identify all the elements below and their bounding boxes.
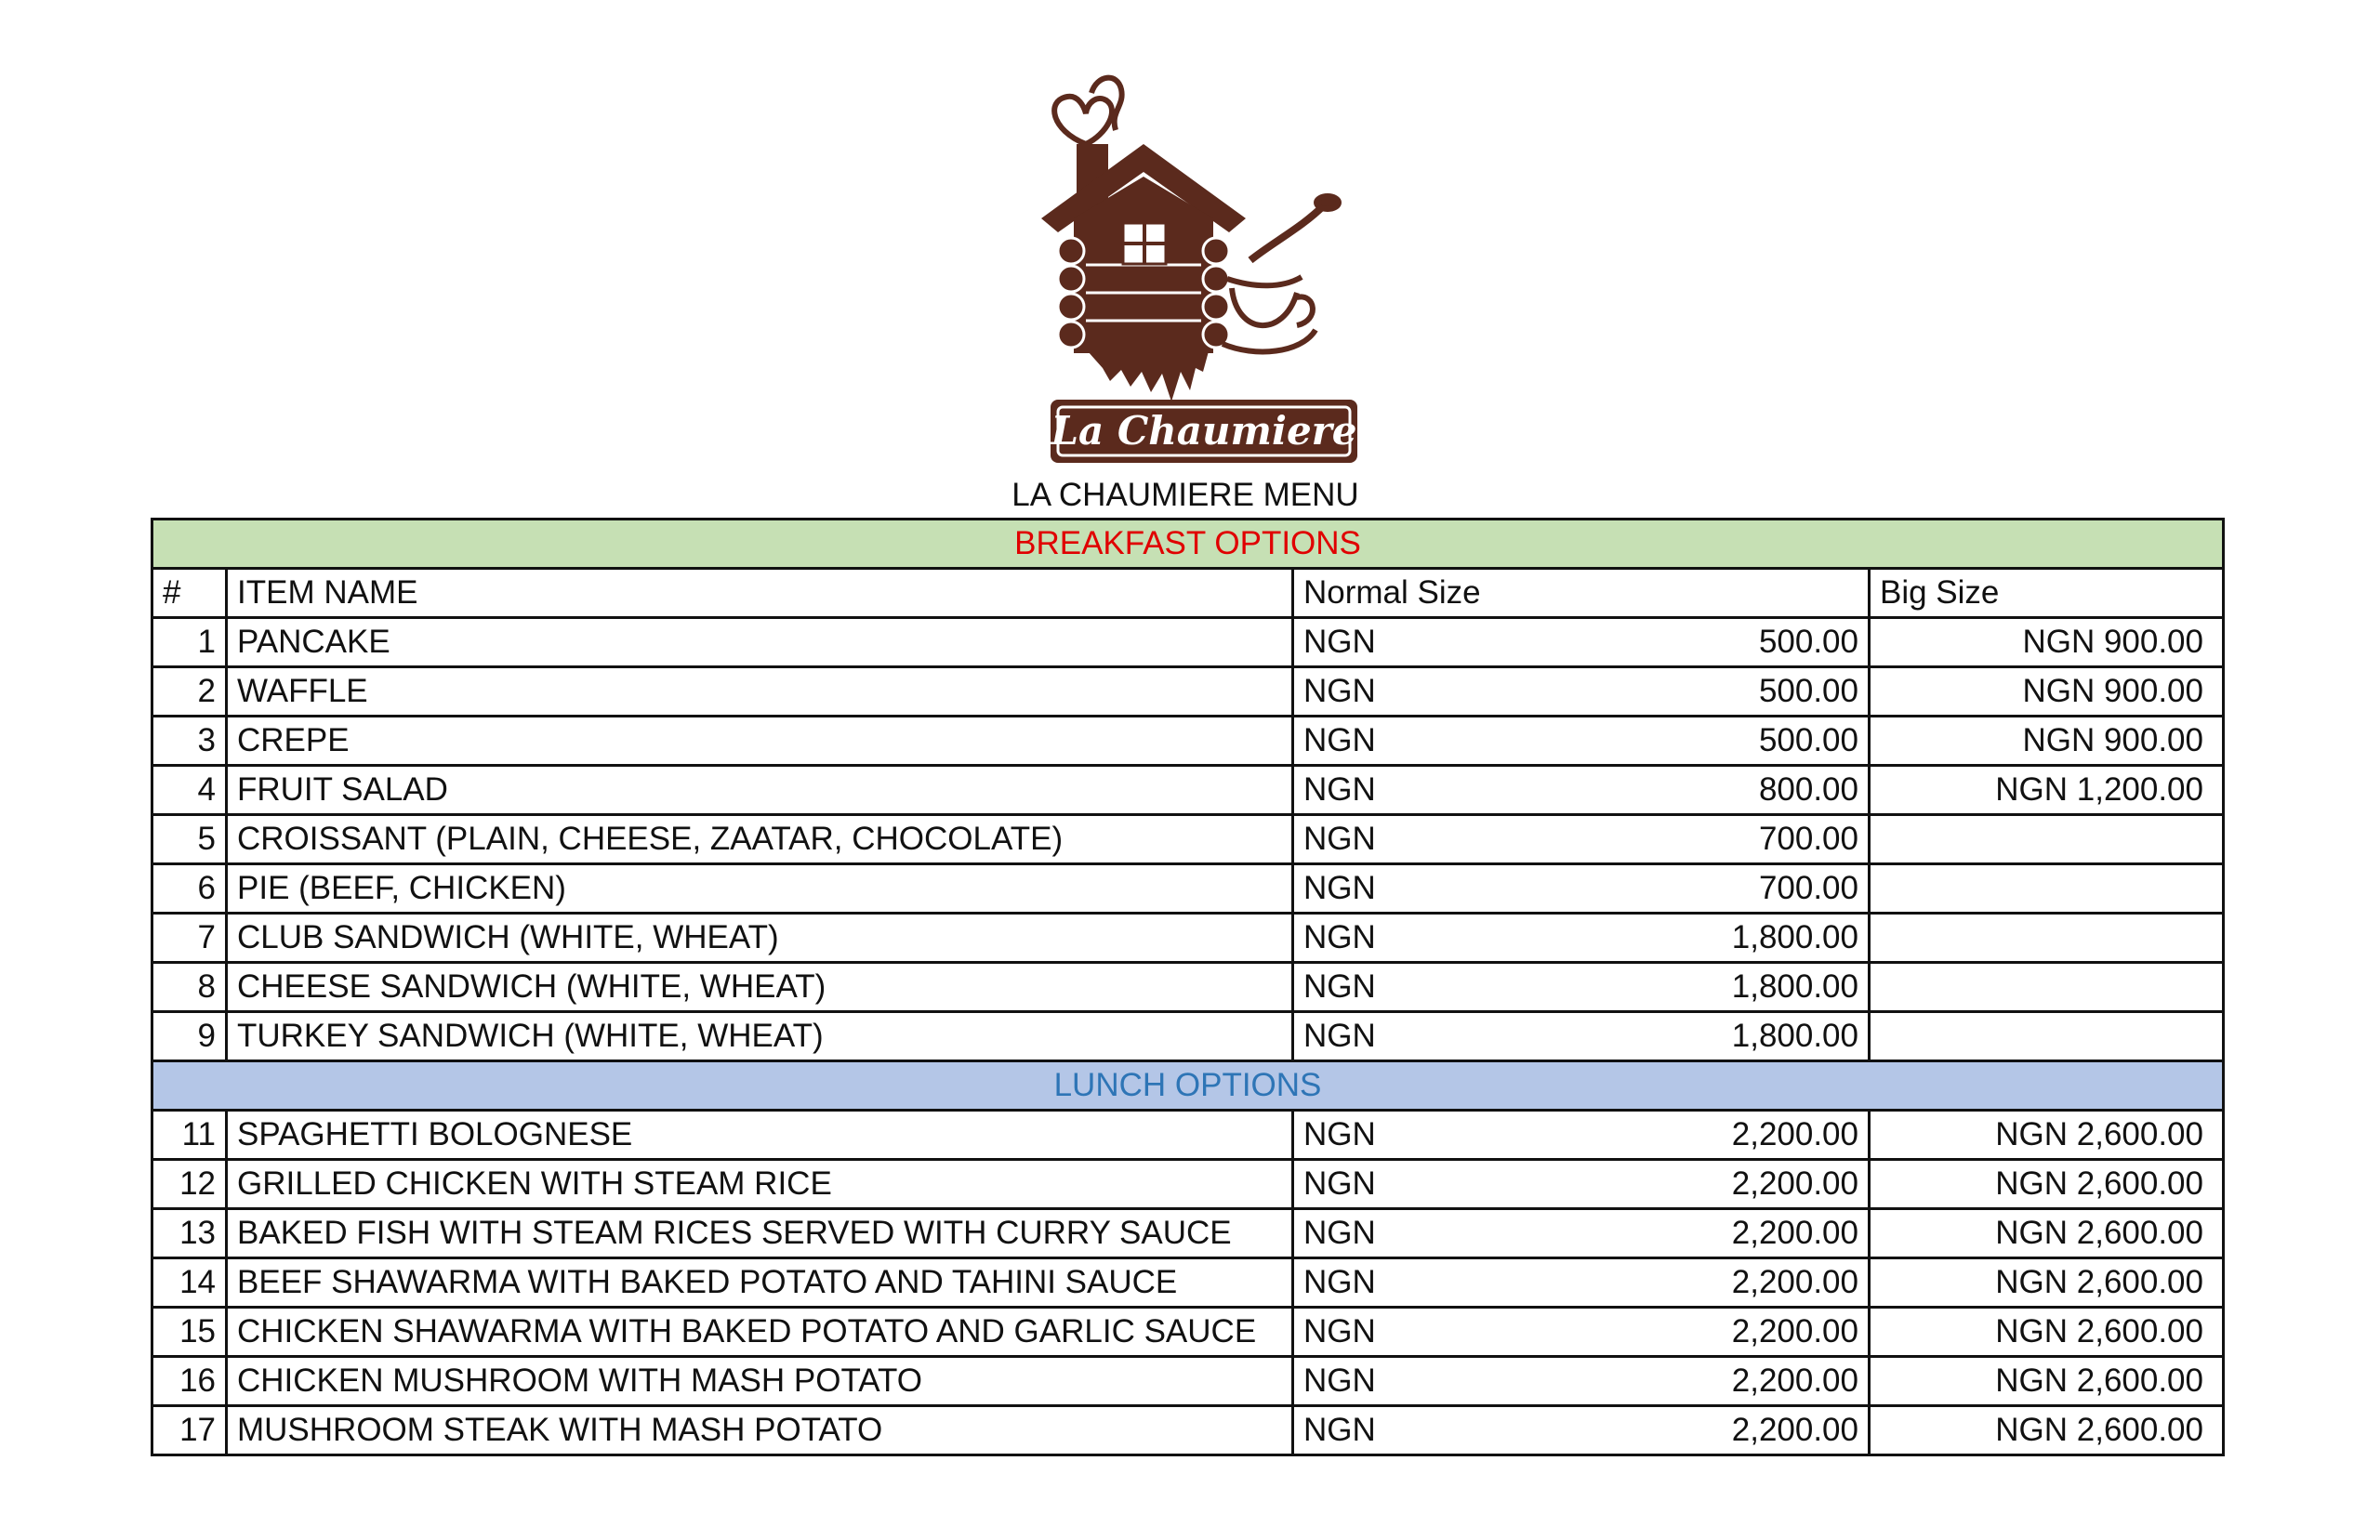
item-normal-currency: NGN bbox=[1293, 667, 1405, 717]
item-normal-price-cell bbox=[1405, 766, 1870, 815]
item-normal-price: 500.00 bbox=[1758, 673, 1858, 709]
menu-item-row bbox=[152, 667, 2224, 717]
item-big-price: NGN 2,600.00 bbox=[1870, 1111, 2224, 1160]
item-normal-currency: NGN bbox=[1293, 1357, 1405, 1406]
item-normal-price: 2,200.00 bbox=[1731, 1412, 1858, 1448]
item-name: PANCAKE bbox=[227, 618, 1293, 667]
item-normal-price: 500.00 bbox=[1758, 624, 1858, 660]
menu-item-row bbox=[152, 1308, 2224, 1357]
item-number: 16 bbox=[152, 1357, 227, 1406]
item-normal-currency: NGN bbox=[1293, 1160, 1405, 1209]
item-name: CHICKEN SHAWARMA WITH BAKED POTATO AND GARLIC SAUCE bbox=[227, 1308, 1293, 1357]
breakfast-section-header bbox=[152, 520, 2224, 569]
menu-item-row bbox=[152, 963, 2224, 1012]
item-normal-price: 1,800.00 bbox=[1731, 1018, 1858, 1054]
item-normal-price: 700.00 bbox=[1758, 870, 1858, 906]
item-big-price bbox=[1870, 864, 2224, 914]
item-name: CLUB SANDWICH (WHITE, WHEAT) bbox=[227, 914, 1293, 963]
column-header-row bbox=[152, 569, 2224, 618]
item-name: CHICKEN MUSHROOM WITH MASH POTATO bbox=[227, 1357, 1293, 1406]
item-number: 8 bbox=[152, 963, 227, 1012]
lunch-section-header bbox=[152, 1061, 2224, 1111]
item-number: 14 bbox=[152, 1258, 227, 1308]
item-normal-price-cell bbox=[1405, 618, 1870, 667]
column-header-name: ITEM NAME bbox=[227, 569, 1293, 618]
item-normal-currency: NGN bbox=[1293, 766, 1405, 815]
item-big-price bbox=[1870, 1012, 2224, 1061]
item-normal-price-cell bbox=[1405, 963, 1870, 1012]
item-normal-currency: NGN bbox=[1293, 864, 1405, 914]
menu-title: LA CHAUMIERE MENU bbox=[1012, 477, 1359, 513]
item-normal-currency: NGN bbox=[1293, 1209, 1405, 1258]
item-big-price: NGN 900.00 bbox=[1870, 618, 2224, 667]
column-header-normal: Normal Size bbox=[1293, 569, 1870, 618]
menu-item-row bbox=[152, 1209, 2224, 1258]
item-big-price bbox=[1870, 914, 2224, 963]
item-name: CHEESE SANDWICH (WHITE, WHEAT) bbox=[227, 963, 1293, 1012]
item-normal-price-cell bbox=[1405, 914, 1870, 963]
lunch-section-label: LUNCH OPTIONS bbox=[152, 1061, 2224, 1111]
item-normal-price-cell bbox=[1405, 1308, 1870, 1357]
item-normal-price: 500.00 bbox=[1758, 722, 1858, 758]
item-number: 12 bbox=[152, 1160, 227, 1209]
item-big-price bbox=[1870, 815, 2224, 864]
item-name: FRUIT SALAD bbox=[227, 766, 1293, 815]
menu-item-row bbox=[152, 1160, 2224, 1209]
menu-item-row bbox=[152, 1111, 2224, 1160]
item-normal-price-cell bbox=[1405, 717, 1870, 766]
logo-text: La Chaumiere bbox=[1051, 408, 1357, 454]
item-name: CROISSANT (PLAIN, CHEESE, ZAATAR, CHOCOLATE) bbox=[227, 815, 1293, 864]
menu-item-row bbox=[152, 914, 2224, 963]
item-normal-price-cell bbox=[1405, 1209, 1870, 1258]
item-normal-currency: NGN bbox=[1293, 815, 1405, 864]
column-header-num: # bbox=[152, 569, 227, 618]
menu-item-row bbox=[152, 864, 2224, 914]
item-name: CREPE bbox=[227, 717, 1293, 766]
item-normal-price: 700.00 bbox=[1758, 821, 1858, 857]
item-name: TURKEY SANDWICH (WHITE, WHEAT) bbox=[227, 1012, 1293, 1061]
item-big-price: NGN 2,600.00 bbox=[1870, 1406, 2224, 1455]
item-big-price bbox=[1870, 963, 2224, 1012]
item-big-price: NGN 2,600.00 bbox=[1870, 1209, 2224, 1258]
item-normal-price: 1,800.00 bbox=[1731, 919, 1858, 955]
item-normal-price: 2,200.00 bbox=[1731, 1116, 1858, 1152]
item-normal-price: 2,200.00 bbox=[1731, 1215, 1858, 1251]
item-number: 9 bbox=[152, 1012, 227, 1061]
item-number: 2 bbox=[152, 667, 227, 717]
menu-item-row bbox=[152, 1258, 2224, 1308]
item-big-price: NGN 2,600.00 bbox=[1870, 1357, 2224, 1406]
item-normal-currency: NGN bbox=[1293, 1012, 1405, 1061]
column-header-big: Big Size bbox=[1870, 569, 2224, 618]
item-normal-currency: NGN bbox=[1293, 717, 1405, 766]
item-normal-price: 800.00 bbox=[1758, 771, 1858, 808]
item-normal-currency: NGN bbox=[1293, 618, 1405, 667]
item-name: GRILLED CHICKEN WITH STEAM RICE bbox=[227, 1160, 1293, 1209]
item-number: 15 bbox=[152, 1308, 227, 1357]
item-normal-price-cell bbox=[1405, 1111, 1870, 1160]
item-number: 6 bbox=[152, 864, 227, 914]
item-number: 4 bbox=[152, 766, 227, 815]
item-normal-currency: NGN bbox=[1293, 1111, 1405, 1160]
item-normal-price: 2,200.00 bbox=[1731, 1264, 1858, 1300]
item-big-price: NGN 900.00 bbox=[1870, 717, 2224, 766]
item-normal-price-cell bbox=[1405, 815, 1870, 864]
item-number: 5 bbox=[152, 815, 227, 864]
item-normal-price-cell bbox=[1405, 1258, 1870, 1308]
menu-item-row bbox=[152, 1357, 2224, 1406]
menu-item-row bbox=[152, 815, 2224, 864]
menu-item-row bbox=[152, 1012, 2224, 1061]
item-name: SPAGHETTI BOLOGNESE bbox=[227, 1111, 1293, 1160]
item-big-price: NGN 2,600.00 bbox=[1870, 1308, 2224, 1357]
menu-item-row bbox=[152, 717, 2224, 766]
item-name: PIE (BEEF, CHICKEN) bbox=[227, 864, 1293, 914]
item-normal-price: 2,200.00 bbox=[1731, 1165, 1858, 1202]
item-name: MUSHROOM STEAK WITH MASH POTATO bbox=[227, 1406, 1293, 1455]
item-number: 3 bbox=[152, 717, 227, 766]
la-chaumiere-logo bbox=[1032, 56, 1385, 474]
item-normal-price-cell bbox=[1405, 667, 1870, 717]
item-normal-price: 2,200.00 bbox=[1731, 1313, 1858, 1349]
item-normal-price-cell bbox=[1405, 1012, 1870, 1061]
menu-item-row bbox=[152, 766, 2224, 815]
item-big-price: NGN 900.00 bbox=[1870, 667, 2224, 717]
item-normal-price-cell bbox=[1405, 1406, 1870, 1455]
item-name: BAKED FISH WITH STEAM RICES SERVED WITH CURRY SAUCE bbox=[227, 1209, 1293, 1258]
item-normal-price-cell bbox=[1405, 1357, 1870, 1406]
item-name: BEEF SHAWARMA WITH BAKED POTATO AND TAHINI SAUCE bbox=[227, 1258, 1293, 1308]
breakfast-section-label: BREAKFAST OPTIONS bbox=[152, 520, 2224, 569]
item-normal-currency: NGN bbox=[1293, 1258, 1405, 1308]
item-number: 1 bbox=[152, 618, 227, 667]
item-number: 17 bbox=[152, 1406, 227, 1455]
item-normal-currency: NGN bbox=[1293, 1308, 1405, 1357]
item-normal-currency: NGN bbox=[1293, 963, 1405, 1012]
item-big-price: NGN 2,600.00 bbox=[1870, 1258, 2224, 1308]
item-big-price: NGN 1,200.00 bbox=[1870, 766, 2224, 815]
chocolate-drip-icon bbox=[1088, 351, 1209, 401]
steam-heart-icon bbox=[1054, 97, 1112, 144]
item-normal-price-cell bbox=[1405, 864, 1870, 914]
menu-item-row bbox=[152, 618, 2224, 667]
item-number: 11 bbox=[152, 1111, 227, 1160]
item-number: 7 bbox=[152, 914, 227, 963]
item-name: WAFFLE bbox=[227, 667, 1293, 717]
menu-item-row bbox=[152, 1406, 2224, 1455]
item-normal-price: 2,200.00 bbox=[1731, 1362, 1858, 1399]
menu-table bbox=[151, 518, 2225, 1456]
item-big-price: NGN 2,600.00 bbox=[1870, 1160, 2224, 1209]
window-icon bbox=[1123, 223, 1166, 264]
item-number: 13 bbox=[152, 1209, 227, 1258]
item-normal-price: 1,800.00 bbox=[1731, 968, 1858, 1005]
item-normal-currency: NGN bbox=[1293, 1406, 1405, 1455]
item-normal-price-cell bbox=[1405, 1160, 1870, 1209]
item-normal-currency: NGN bbox=[1293, 914, 1405, 963]
